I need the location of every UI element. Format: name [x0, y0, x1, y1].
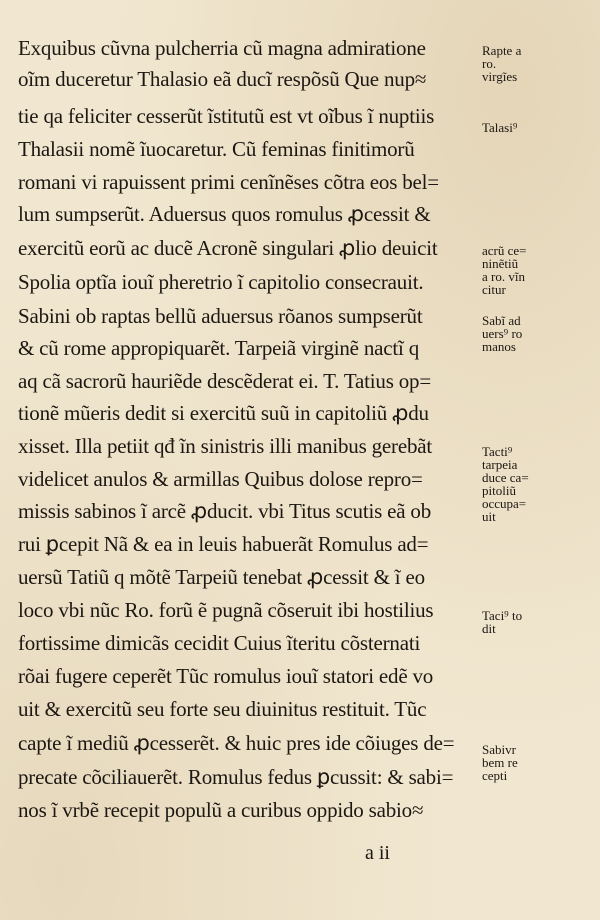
- note-line: acrũ ce=: [482, 243, 527, 258]
- text-line: tionẽ mũeris dedit si exercitũ suũ in capitoliũ ꝓdu: [18, 401, 429, 425]
- text-line: missis sabinos ĩ arcẽ ꝓducit. vbi Titus scutis eã ob: [18, 499, 432, 523]
- note-line: cepti: [482, 768, 508, 783]
- note-line: bem re: [482, 755, 518, 770]
- text-line: Spolia optĩa iouĩ pheretrio ĩ capitolio consecrauit.: [18, 270, 424, 294]
- text-line: exercitũ eorũ ac ducẽ Acronẽ singulari ꝓlio deuicit: [18, 236, 438, 260]
- text-line: oĩm duceretur Thalasio eã ducĩ respõsũ Que nup≈: [18, 67, 427, 91]
- text-line: romani vi rapuissent primi cenĩnẽses cõtra eos bel=: [18, 170, 439, 194]
- note-line: virgĩes: [482, 69, 518, 84]
- note-line: Taci⁹ to: [482, 608, 523, 623]
- text-line: capte ĩ mediũ ꝓcesserẽt. & huic pres ide cõiuges de=: [18, 731, 455, 755]
- note-line: tarpeia: [482, 457, 518, 472]
- text-line: uersũ Tatiũ q mõtẽ Tarpeiũ tenebat ꝓcessit & ĩ eo: [18, 565, 425, 589]
- note-line: Sabivr: [482, 742, 516, 757]
- marginal-note-sabini: [482, 314, 578, 353]
- text-line: Sabini ob raptas bellũ aduersus rõanos sumpserũt: [18, 304, 423, 328]
- text-line: rõai fugere ceperẽt Tũc romulus iouĩ statori edẽ vo: [18, 664, 434, 688]
- note-line: uers⁹ ro: [482, 326, 523, 341]
- text-line: & cũ rome appropiquarẽt. Tarpeiã virginẽ nactĩ q: [18, 336, 420, 360]
- note-line: uit: [482, 509, 496, 524]
- note-line: manos: [482, 339, 516, 354]
- note-line: duce ca=: [482, 470, 529, 485]
- note-line: occupa=: [482, 496, 527, 511]
- text-line: loco vbi nũc Ro. forũ ẽ pugnã cõseruit ibi hostilius: [18, 598, 434, 622]
- note-line: ninẽtiũ: [482, 256, 519, 271]
- marginal-note-acron: [482, 244, 578, 296]
- text-line: rui ꝑcepit Nã & ea in leuis habuerãt Romulus ad=: [18, 532, 429, 556]
- marginal-note-tacius: [482, 609, 578, 635]
- text-line: xisset. Illa petiit qđ ĩn sinistris illi manibus gerebãt: [18, 434, 432, 458]
- text-line: fortissime dimicãs cecidit Cuius ĩteritu cõsternati: [18, 631, 421, 655]
- text-line: aq cã sacrorũ hauriẽde descẽderat ei. T. Tatius op=: [18, 369, 431, 393]
- text-line: uit & exercitũ seu forte seu diuinitus restituit. Tũc: [18, 697, 427, 721]
- marginal-note-tatius: [482, 445, 578, 523]
- note-line: a ro. vĩn: [482, 269, 525, 284]
- note-line: pitoliũ: [482, 483, 516, 498]
- text-line: Exquibus cũvna pulcherria cũ magna admiratione: [18, 36, 426, 60]
- note-line: Tacti⁹: [482, 444, 513, 459]
- marginal-note-talasius: [482, 121, 578, 134]
- marginal-note-rapte: [482, 44, 578, 83]
- note-line: dit: [482, 621, 496, 636]
- text-line: nos ĩ vrbẽ recepit populũ a curibus oppido sabio≈: [18, 798, 424, 822]
- text-line: tie qa feliciter cesserũt ĩstitutũ est vt oĩbus ĩ nuptiis: [18, 104, 435, 128]
- note-line: Rapte a: [482, 43, 522, 58]
- note-line: Talasi⁹: [482, 120, 518, 135]
- text-line: precate cõciliauerẽt. Romulus fedus ꝑcussit: & sabi=: [18, 765, 454, 789]
- marginal-note-sabi-urbem: [482, 743, 578, 782]
- note-line: ro.: [482, 56, 497, 71]
- text-line: lum sumpserũt. Aduersus quos romulus ꝓcessit &: [18, 202, 431, 226]
- note-line: Sabĩ ad: [482, 313, 521, 328]
- text-line: Thalasii nomẽ ĩuocaretur. Cũ feminas finitimorũ: [18, 137, 415, 161]
- note-line: citur: [482, 282, 506, 297]
- signature-mark: a ii: [365, 842, 390, 864]
- text-line: videlicet anulos & armillas Quibus dolose repro=: [18, 467, 423, 491]
